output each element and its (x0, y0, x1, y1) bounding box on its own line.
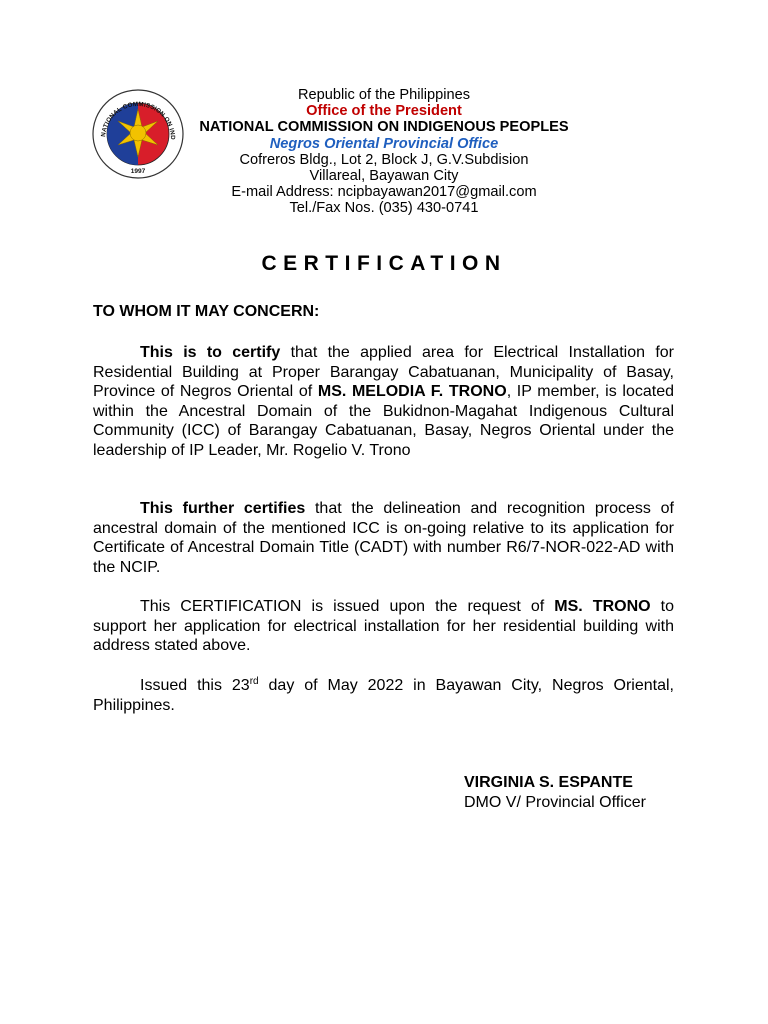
office-line: Office of the President (306, 103, 462, 120)
letterhead (170, 87, 598, 217)
seal-year: 1997 (130, 168, 146, 175)
agency-name: NATIONAL COMMISSION ON INDIGENOUS PEOPLES (199, 119, 569, 136)
signatory-position: DMO V/ Provincial Officer (464, 794, 646, 811)
paragraph-1 (93, 343, 674, 461)
paragraph-1-text-b: , IP member, is located within the Ancestral Domain of the Bukidnon-Magahat Indigenous Cultural Community (ICC) of Barangay Cabatuanan, Basay, Negros Oriental under the leadership of IP Leader, Mr. Rogelio V. Trono (93, 383, 674, 459)
address-line-1: Cofreros Bldg., Lot 2, Block J, G.V.Subdision (239, 151, 529, 168)
provincial-office: Negros Oriental Provincial Office (269, 135, 499, 152)
salutation: TO WHOM IT MAY CONCERN: (93, 303, 320, 320)
paragraph-3-name: MS. TRONO (554, 598, 651, 615)
paragraph-2-lead: This further certifies (140, 500, 306, 517)
republic-line: Republic of the Philippines (298, 87, 470, 103)
paragraph-1-lead: This is to certify (140, 344, 281, 361)
paragraph-3-text-b: to support her application for electrical installation for her residential building with address stated above. (93, 598, 675, 655)
paragraph-4 (93, 676, 674, 715)
email-line: E-mail Address: ncipbayawan2017@gmail.com (231, 184, 537, 201)
paragraph-4-text-b: day of May 2022 in Bayawan City, Negros Oriental, Philippines. (93, 677, 674, 714)
paragraph-2 (93, 499, 674, 577)
paragraph-1-text-a: that the applied area for Electrical Installation for Residential Building at Proper Barangay Cabatuanan, Municipality of Basay, Province of Negros Oriental of (93, 344, 675, 401)
document-title: CERTIFICATION (261, 252, 507, 275)
seal-ring-text: NATIONAL COMMISSION ON IND (100, 100, 177, 141)
paragraph-3 (93, 597, 674, 656)
paragraph-1-name: MS. MELODIA F. TRONO (317, 383, 507, 401)
address-line-2: Villareal, Bayawan City (309, 168, 459, 185)
paragraph-2-text: that the delineation and recognition process of ancestral domain of the mentioned ICC is on-going relative to its application for Certificate of Ancestral Domain Title (CADT) with number R6/7-NOR-022-AD with the NCIP. (93, 500, 675, 576)
telfax-line: Tel./Fax Nos. (035) 430-0741 (289, 200, 479, 217)
paragraph-3-text-a: This CERTIFICATION is issued upon the request of (140, 598, 555, 615)
signatory-block (464, 773, 646, 813)
paragraph-4-ordinal: rd (249, 676, 259, 687)
signatory-name: VIRGINIA S. ESPANTE (464, 774, 633, 791)
paragraph-4-text-a: Issued this 23 (140, 677, 250, 694)
